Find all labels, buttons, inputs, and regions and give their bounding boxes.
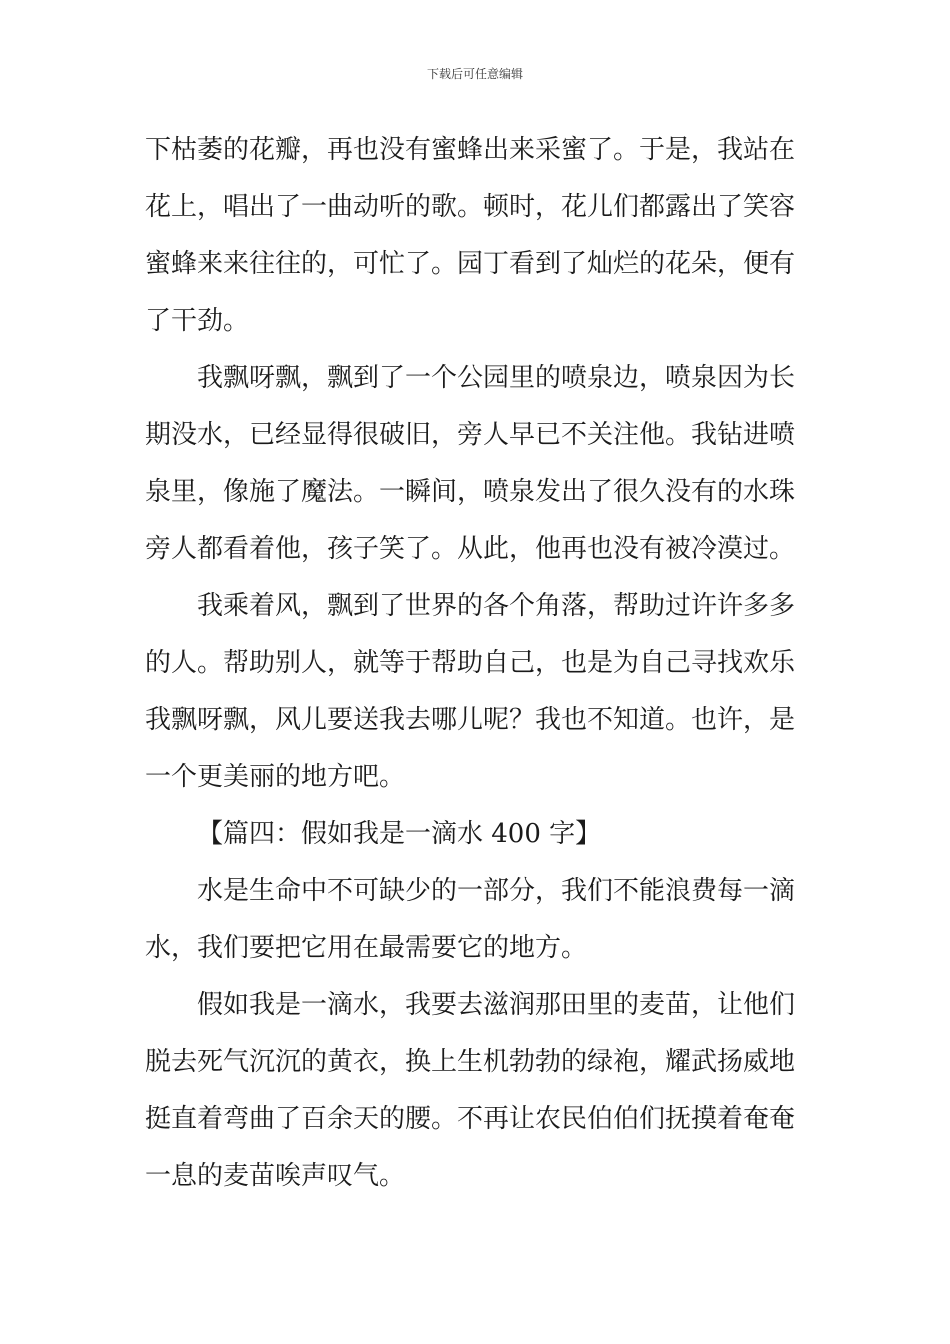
text-line: 我乘着风，飘到了世界的各个角落，帮助过许许多多: [197, 591, 796, 621]
text-line: 我飘呀飘，飘到了一个公园里的喷泉边，喷泉因为长: [197, 363, 796, 393]
text-line: 挺直着弯曲了百余天的腰。不再让农民伯伯们抚摸着奄奄: [145, 1104, 796, 1134]
page-header: 下载后可任意编辑: [426, 67, 523, 81]
text-line: 花上，唱出了一曲动听的歌。顿时，花儿们都露出了笑容: [145, 192, 796, 222]
text-line: 水是生命中不可缺少的一部分，我们不能浪费每一滴: [197, 876, 796, 906]
text-line: 蜜蜂来来往往的，可忙了。园丁看到了灿烂的花朵，便有: [145, 249, 796, 279]
text-line: 假如我是一滴水，我要去滋润那田里的麦苗，让他们: [197, 990, 796, 1020]
section-heading: 【篇四：假如我是一滴水 400 字】: [197, 819, 602, 849]
text-line: 下枯萎的花瓣，再也没有蜜蜂出来采蜜了。于是，我站在: [145, 135, 796, 165]
text-line: 脱去死气沉沉的黄衣，换上生机勃勃的绿袍，耀武扬威地: [145, 1047, 796, 1077]
text-line: 期没水，已经显得很破旧，旁人早已不关注他。我钻进喷: [145, 420, 796, 450]
text-line: 水，我们要把它用在最需要它的地方。: [145, 933, 588, 963]
text-line: 一个更美丽的地方吧。: [145, 762, 406, 792]
text-line: 旁人都看着他，孩子笑了。从此，他再也没有被冷漠过。: [145, 534, 796, 564]
text-line: 的人。帮助别人，就等于帮助自己，也是为自己寻找欢乐: [145, 648, 796, 678]
text-line: 泉里，像施了魔法。一瞬间，喷泉发出了很久没有的水珠: [145, 477, 796, 507]
text-line: 我飘呀飘，风儿要送我去哪儿呢？我也不知道。也许，是: [145, 705, 796, 735]
document-body: [145, 122, 815, 1205]
text-line: 一息的麦苗唉声叹气。: [145, 1161, 406, 1191]
text-line: 了干劲。: [145, 306, 250, 336]
